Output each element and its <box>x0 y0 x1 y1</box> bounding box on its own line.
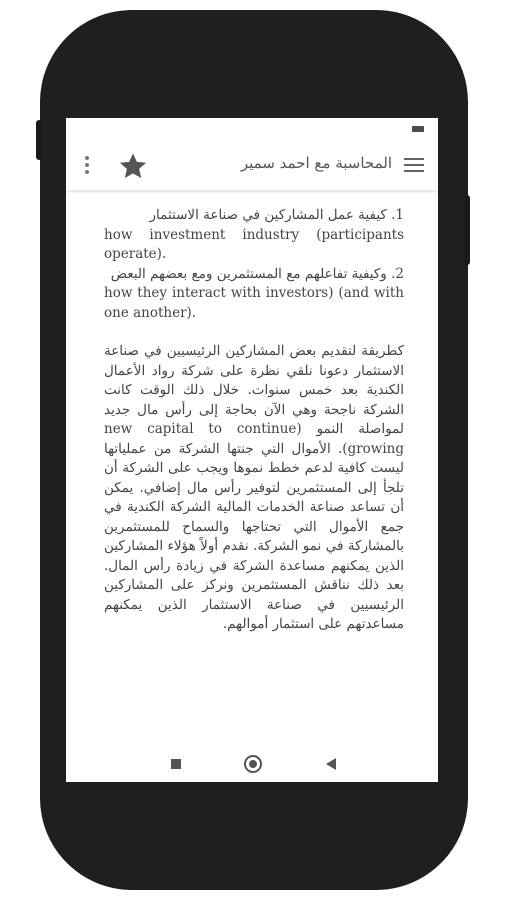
hamburger-menu-icon[interactable] <box>404 158 424 174</box>
page-title: المحاسبة مع احمد سمير <box>240 154 392 172</box>
list-item-2-arabic: 2. وكيفية تفاعلهم مع المستثمرين ومع بعضهم البعض <box>110 265 404 282</box>
circle-icon[interactable] <box>244 755 262 773</box>
volume-button <box>36 120 42 160</box>
square-icon[interactable] <box>171 759 181 769</box>
app-bar <box>66 142 438 190</box>
spacer <box>104 323 404 342</box>
app-screen <box>66 118 438 782</box>
navigation-bar <box>66 746 438 782</box>
body-paragraph: كطريقة لتقديم بعض المشاركين الرئيسيين في صناعة الاستثمار دعونا نلقي نظرة على شركة رواد الأعمال الكندية بعد خمس سنوات. خلال ذلك الوقت كانت الشركة ناجحة وهي الآن بحاجة إلى رأس مال جديد لمواصلة النمو (new capital to continue growing). الأموال التي جنتها الشركة من عملياتها ليست كافية لدعم خطط نموها ويجب على الشركة أن تلجأ إلى المستثمرين لتوفير رأس مال إضافي. يمكن أن تساعد صناعة الخدمات المالية الشركة الكندية في جمع الأموال التي تحتاجها والسماح للمستثمرين بالمشاركة في نمو الشركة. نقدم أولاً هؤلاء المشاركين الذين يمكنهم مساعدة الشركة في زيادة رأس المال. بعد ذلك نناقش المستثمرين ونركز على المشاركين الرئيسيين في صناعة الاستثمار الذين يمكنهم مساعدتهم على استثمار أموالهم. <box>104 343 405 632</box>
more-vertical-icon[interactable] <box>84 156 90 176</box>
battery-icon <box>412 126 424 132</box>
article-content <box>104 206 404 635</box>
star-icon[interactable] <box>116 150 150 182</box>
list-item-1-arabic: 1. كيفية عمل المشاركين في صناعة الاستثمار <box>149 207 404 223</box>
triangle-back-icon[interactable] <box>326 758 336 770</box>
list-item-1-english: how investment industry (participants operate). <box>104 226 404 262</box>
power-button <box>464 195 470 265</box>
status-bar <box>66 118 438 142</box>
list-item-2-english: how they interact with investors) (and with one another). <box>104 285 404 321</box>
